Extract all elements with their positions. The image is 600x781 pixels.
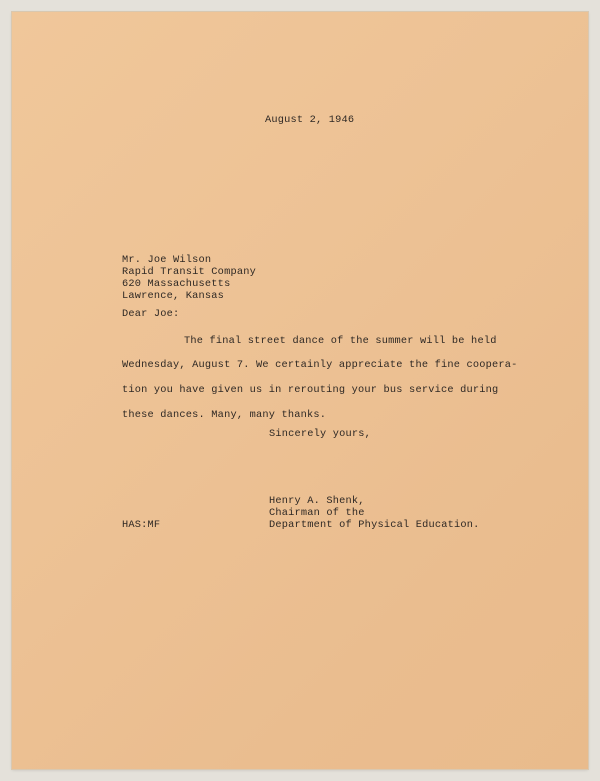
letter-date: August 2, 1946 <box>265 114 355 126</box>
recipient-address <box>122 254 256 302</box>
salutation: Dear Joe: <box>122 308 180 320</box>
body-line: Wednesday, August 7. We certainly appreciate the fine coopera- <box>122 359 518 371</box>
body-line: these dances. Many, many thanks. <box>122 409 327 421</box>
body-line: tion you have given us in rerouting your bus service during <box>122 384 499 396</box>
recipient-line: Rapid Transit Company <box>122 266 256 278</box>
signature-line: Department of Physical Education. <box>269 519 480 531</box>
closing: Sincerely yours, <box>269 428 372 440</box>
signature-line: Henry A. Shenk, <box>269 495 365 507</box>
recipient-line: 620 Massachusetts <box>122 278 231 290</box>
letter-page <box>12 12 588 769</box>
recipient-line: Lawrence, Kansas <box>122 290 225 302</box>
typist-initials: HAS:MF <box>122 519 161 531</box>
signature-block <box>269 495 480 531</box>
signature-line: Chairman of the <box>269 507 365 519</box>
recipient-line: Mr. Joe Wilson <box>122 254 212 266</box>
body-line: The final street dance of the summer will be held <box>184 335 497 347</box>
